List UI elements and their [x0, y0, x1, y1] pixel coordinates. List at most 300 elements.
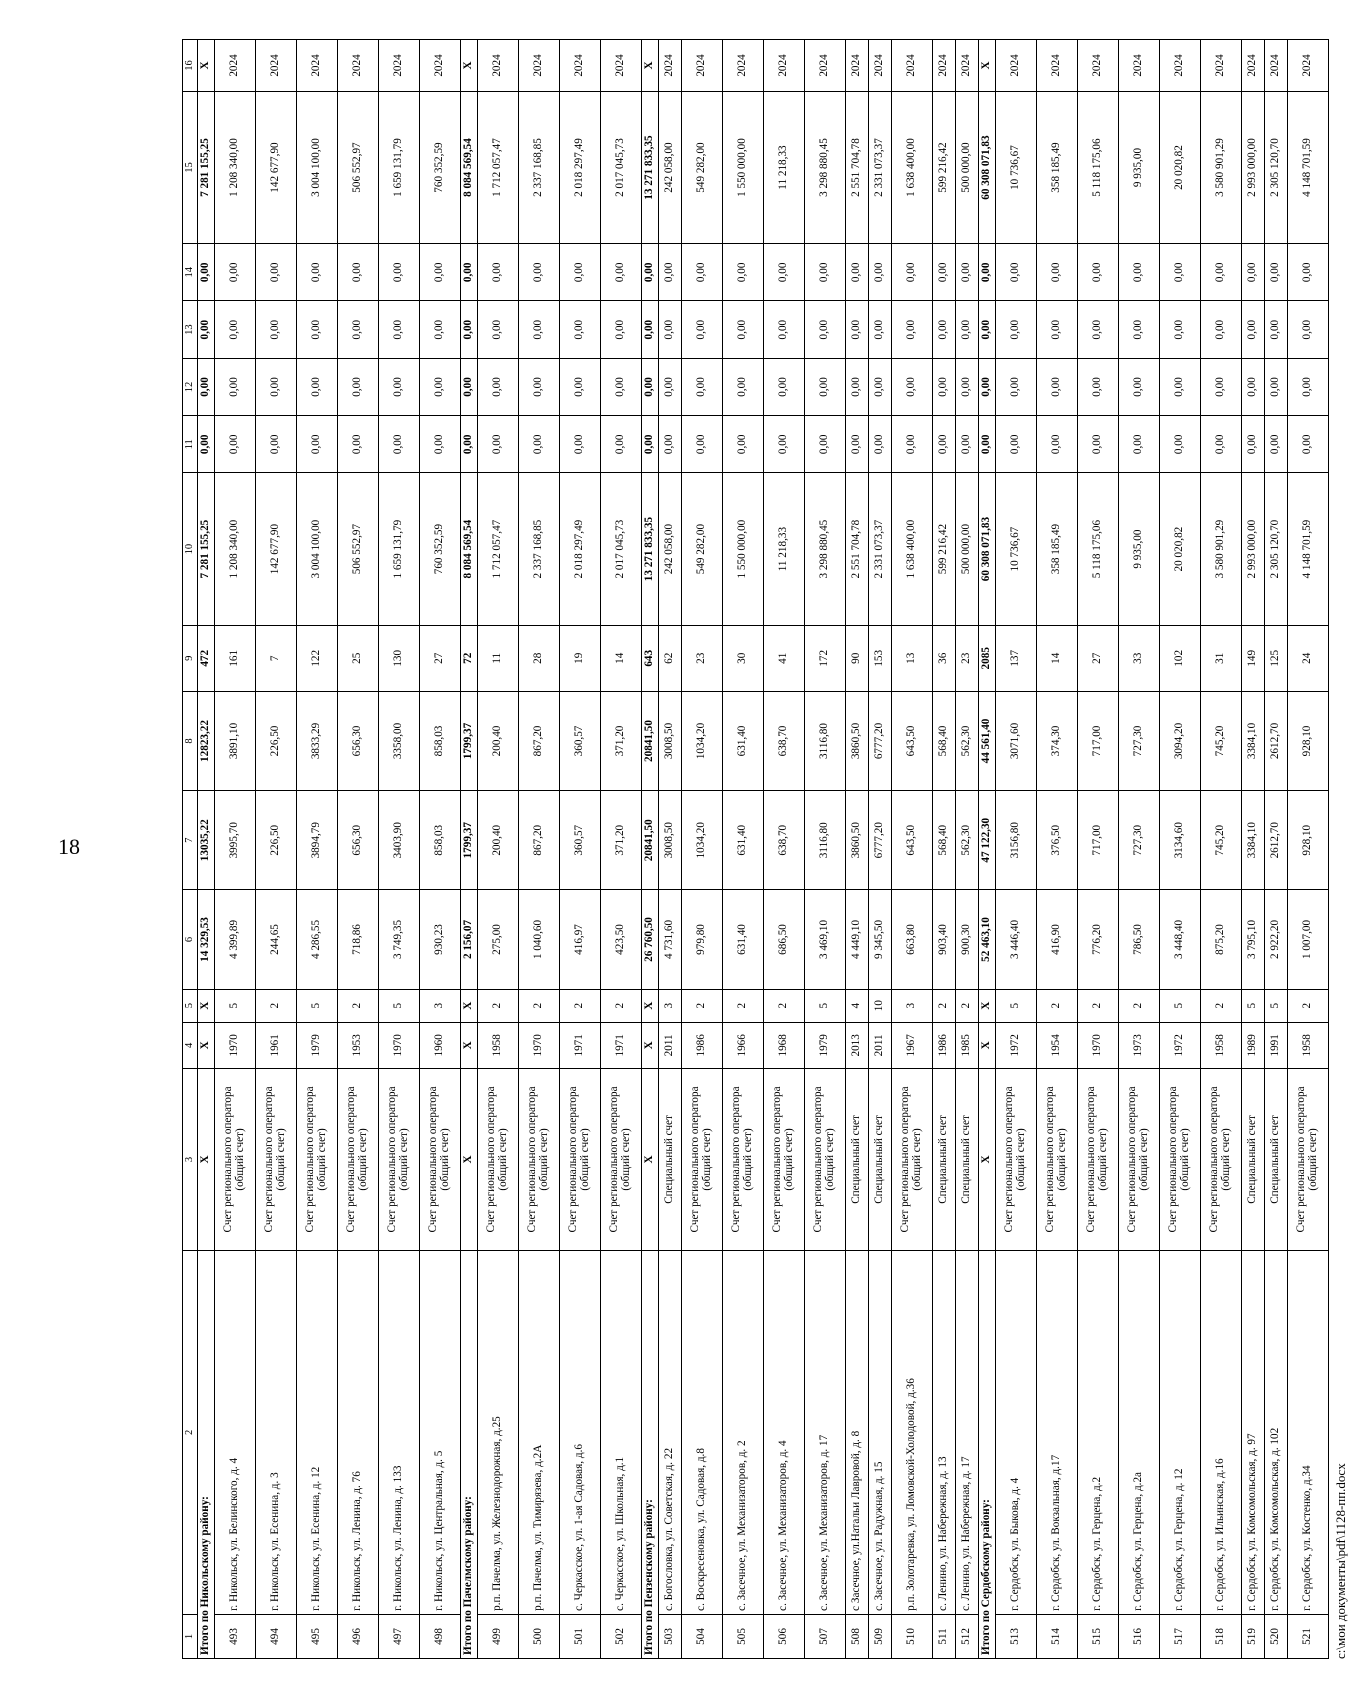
table-row [892, 40, 933, 1659]
table-cell: 638,70 [764, 691, 805, 790]
table-cell: 242 058,00 [659, 91, 682, 243]
table-cell: X [198, 989, 215, 1022]
table-cell: 717,00 [1078, 691, 1119, 790]
table-cell: 858,03 [420, 791, 461, 890]
table-cell: 2013 [846, 1022, 869, 1068]
table-cell: 3 [659, 989, 682, 1022]
table-cell: 9 935,00 [1119, 91, 1160, 243]
table-cell: 0,00 [338, 244, 379, 301]
table-cell: X [198, 40, 215, 92]
table-cell: 1989 [1242, 1022, 1265, 1068]
table-cell: 2 551 704,78 [846, 473, 869, 625]
account-type-cell: Счет регионального оператора (общий счет) [601, 1068, 642, 1250]
table-cell: 494 [256, 1614, 297, 1658]
table-cell: 0,00 [461, 358, 478, 415]
table-row [846, 40, 869, 1659]
table-row [933, 40, 956, 1659]
account-type-cell: Счет регионального оператора (общий счет) [297, 1068, 338, 1250]
table-cell: 2024 [892, 40, 933, 92]
total-label-cell: Итого по Пачелмскому району: [461, 1250, 478, 1658]
table-cell: 36 [933, 625, 956, 691]
table-cell: 1 638 400,00 [892, 91, 933, 243]
table-cell: 1970 [379, 1022, 420, 1068]
table-cell: 1979 [805, 1022, 846, 1068]
table-cell: 2011 [869, 1022, 892, 1068]
account-type-cell: Специальный счет [846, 1068, 869, 1250]
table-cell: 0,00 [659, 358, 682, 415]
table-cell: 506 552,97 [338, 473, 379, 625]
address-cell: г. Сердобск, ул. Быкова, д. 4 [996, 1250, 1037, 1614]
account-type-cell: Специальный счет [956, 1068, 979, 1250]
table-cell: 4 148 701,59 [1288, 91, 1329, 243]
table-cell: 0,00 [215, 416, 256, 473]
table-cell: 5 [379, 989, 420, 1022]
register-table [182, 39, 1329, 1659]
table-cell: 2 [1201, 989, 1242, 1022]
table-cell: 2 [601, 989, 642, 1022]
table-cell: 2024 [1265, 40, 1288, 92]
table-cell: 2 [478, 989, 519, 1022]
table-cell: 0,00 [338, 301, 379, 358]
table-row [1037, 40, 1078, 1659]
table-cell: 24 [1288, 625, 1329, 691]
table-cell: 1 712 057,47 [478, 473, 519, 625]
table-cell: 1986 [933, 1022, 956, 1068]
table-cell: 631,40 [723, 691, 764, 790]
district-total-row [461, 40, 478, 1659]
table-cell: 3384,10 [1242, 791, 1265, 890]
table-cell: 0,00 [642, 244, 659, 301]
table-cell: 514 [1037, 1614, 1078, 1658]
table-cell: 153 [869, 625, 892, 691]
table-cell: 867,20 [519, 791, 560, 890]
table-cell: 500 000,00 [956, 91, 979, 243]
table-cell: 1970 [1078, 1022, 1119, 1068]
table-cell: 423,50 [601, 890, 642, 989]
table-cell: 0,00 [892, 358, 933, 415]
district-total-row [979, 40, 996, 1659]
table-cell: 14 [601, 625, 642, 691]
table-cell: 60 308 071,83 [979, 91, 996, 243]
table-cell: 2612,70 [1265, 791, 1288, 890]
column-number-cell: 15 [183, 91, 198, 243]
address-cell: г. Сердобск, ул. Герцена, д. 12 [1160, 1250, 1201, 1614]
table-cell: 0,00 [979, 358, 996, 415]
table-cell: 0,00 [1160, 416, 1201, 473]
table-cell: 0,00 [659, 244, 682, 301]
table-cell: 10 736,67 [996, 473, 1037, 625]
table-cell: 2 337 168,85 [519, 473, 560, 625]
table-cell: 2 993 000,00 [1242, 91, 1265, 243]
table-row [805, 40, 846, 1659]
table-cell: 0,00 [933, 358, 956, 415]
table-cell: 745,20 [1201, 791, 1242, 890]
table-cell: 500 [519, 1614, 560, 1658]
table-cell: 2 922,20 [1265, 890, 1288, 989]
table-cell: 0,00 [1201, 301, 1242, 358]
table-row [519, 40, 560, 1659]
table-cell: 2024 [1201, 40, 1242, 92]
table-cell: 517 [1160, 1614, 1201, 1658]
table-row [478, 40, 519, 1659]
table-cell: 0,00 [461, 244, 478, 301]
table-cell: 500 000,00 [956, 473, 979, 625]
table-row [420, 40, 461, 1659]
table-cell: 498 [420, 1614, 461, 1658]
column-number-cell: 2 [183, 1250, 198, 1614]
table-cell: 1991 [1265, 1022, 1288, 1068]
table-cell: 599 216,42 [933, 473, 956, 625]
table-body [183, 40, 1329, 1659]
table-cell: 4 286,55 [297, 890, 338, 989]
account-type-cell: Счет регионального оператора (общий счет) [215, 1068, 256, 1250]
table-cell: 2024 [215, 40, 256, 92]
table-cell: 2024 [682, 40, 723, 92]
table-cell: 0,00 [1288, 244, 1329, 301]
table-cell: 0,00 [198, 358, 215, 415]
table-cell: 3 795,10 [1242, 890, 1265, 989]
table-cell: 663,80 [892, 890, 933, 989]
address-cell: г. Сердобск, ул. Герцена, д.2 [1078, 1250, 1119, 1614]
table-cell: X [979, 1022, 996, 1068]
table-cell: 2024 [560, 40, 601, 92]
table-cell: 513 [996, 1614, 1037, 1658]
table-cell: 122 [297, 625, 338, 691]
table-cell: 9 935,00 [1119, 473, 1160, 625]
table-cell: 0,00 [1265, 244, 1288, 301]
table-cell: 1972 [1160, 1022, 1201, 1068]
table-cell: 3116,80 [805, 691, 846, 790]
table-cell: 745,20 [1201, 691, 1242, 790]
table-cell: 0,00 [1160, 244, 1201, 301]
table-cell: 3 580 901,29 [1201, 473, 1242, 625]
table-cell: 0,00 [1119, 244, 1160, 301]
account-type-cell: Счет регионального оператора (общий счет) [420, 1068, 461, 1250]
table-cell: 2 018 297,49 [560, 473, 601, 625]
account-type-cell: Счет регионального оператора (общий счет) [1288, 1068, 1329, 1250]
table-cell: 2024 [519, 40, 560, 92]
table-cell: 0,00 [956, 358, 979, 415]
table-cell: 503 [659, 1614, 682, 1658]
column-number-cell: 4 [183, 1022, 198, 1068]
table-cell: 1986 [682, 1022, 723, 1068]
table-cell: 686,50 [764, 890, 805, 989]
table-cell: 0,00 [659, 416, 682, 473]
table-row [1078, 40, 1119, 1659]
table-cell: 3860,50 [846, 691, 869, 790]
table-cell: 504 [682, 1614, 723, 1658]
table-cell: 371,20 [601, 691, 642, 790]
table-cell: 0,00 [682, 358, 723, 415]
table-cell: 14 329,53 [198, 890, 215, 989]
column-number-cell: 13 [183, 301, 198, 358]
account-type-cell: Счет регионального оператора (общий счет) [379, 1068, 420, 1250]
total-label-cell: Итого по Никольскому району: [198, 1250, 215, 1658]
account-type-cell: X [979, 1068, 996, 1250]
table-cell: 5 [215, 989, 256, 1022]
table-cell: 0,00 [642, 301, 659, 358]
table-cell: 0,00 [560, 301, 601, 358]
table-cell: 0,00 [379, 416, 420, 473]
table-cell: 518 [1201, 1614, 1242, 1658]
table-cell: 0,00 [892, 301, 933, 358]
table-cell: 631,40 [723, 890, 764, 989]
table-cell: 0,00 [601, 416, 642, 473]
table-cell: 928,10 [1288, 691, 1329, 790]
table-cell: 1 659 131,79 [379, 91, 420, 243]
address-cell: с. Засечное, ул. Радужная, д. 15 [869, 1250, 892, 1614]
table-cell: 358 185,49 [1037, 473, 1078, 625]
table-cell: 510 [892, 1614, 933, 1658]
table-cell: 0,00 [379, 358, 420, 415]
table-cell: 0,00 [256, 416, 297, 473]
table-cell: 507 [805, 1614, 846, 1658]
address-cell: с. Черкасское, ул. 1-ая Садовая, д.6 [560, 1250, 601, 1614]
rotated-page-content [182, 39, 1348, 1659]
table-cell: 2 017 045,73 [601, 91, 642, 243]
table-cell: 0,00 [956, 301, 979, 358]
table-cell: 568,40 [933, 691, 956, 790]
table-cell: 23 [956, 625, 979, 691]
table-cell: 1954 [1037, 1022, 1078, 1068]
table-cell: 2 [956, 989, 979, 1022]
table-cell: 0,00 [1242, 301, 1265, 358]
table-cell: 90 [846, 625, 869, 691]
table-cell: 20 020,82 [1160, 473, 1201, 625]
account-type-cell: X [642, 1068, 659, 1250]
table-cell: 33 [1119, 625, 1160, 691]
table-cell: 376,50 [1037, 791, 1078, 890]
table-cell: 102 [1160, 625, 1201, 691]
table-cell: 643 [642, 625, 659, 691]
district-total-row [642, 40, 659, 1659]
table-cell: 511 [933, 1614, 956, 1658]
table-cell: 0,00 [846, 301, 869, 358]
table-cell: 2 993 000,00 [1242, 473, 1265, 625]
table-cell: 0,00 [256, 244, 297, 301]
table-cell: 521 [1288, 1614, 1329, 1658]
table-cell: 3358,00 [379, 691, 420, 790]
table-cell: 28 [519, 625, 560, 691]
table-cell: 786,50 [1119, 890, 1160, 989]
table-row [869, 40, 892, 1659]
table-cell: 4 [846, 989, 869, 1022]
table-cell: 2024 [723, 40, 764, 92]
table-cell: 0,00 [1037, 301, 1078, 358]
account-type-cell: Специальный счет [933, 1068, 956, 1250]
table-cell: 0,00 [560, 358, 601, 415]
table-cell: 60 308 071,83 [979, 473, 996, 625]
table-cell: 0,00 [892, 244, 933, 301]
table-row [560, 40, 601, 1659]
table-cell: 2 331 073,37 [869, 473, 892, 625]
table-cell: 0,00 [933, 416, 956, 473]
table-row [1242, 40, 1265, 1659]
address-cell: с. Ленино, ул. Набережная, д. 17 [956, 1250, 979, 1614]
table-cell: 5 [297, 989, 338, 1022]
table-cell: 0,00 [560, 244, 601, 301]
table-cell: 0,00 [601, 358, 642, 415]
table-cell: 1 638 400,00 [892, 473, 933, 625]
table-cell: 0,00 [1288, 416, 1329, 473]
table-cell: 515 [1078, 1614, 1119, 1658]
address-cell: г. Никольск, ул. Ленина, д. 133 [379, 1250, 420, 1614]
table-cell: 161 [215, 625, 256, 691]
table-cell: 2085 [979, 625, 996, 691]
table-cell: 1970 [519, 1022, 560, 1068]
address-cell: г. Сердобск, ул. Костенко, д.34 [1288, 1250, 1329, 1614]
table-cell: 0,00 [420, 301, 461, 358]
table-cell: 0,00 [1201, 244, 1242, 301]
table-cell: 1034,20 [682, 691, 723, 790]
table-cell: 656,30 [338, 791, 379, 890]
table-cell: 3071,60 [996, 691, 1037, 790]
table-cell: 0,00 [805, 416, 846, 473]
table-cell: X [642, 989, 659, 1022]
table-cell: 0,00 [379, 244, 420, 301]
table-cell: 0,00 [723, 416, 764, 473]
table-cell: 26 760,50 [642, 890, 659, 989]
table-cell: 3894,79 [297, 791, 338, 890]
account-type-cell: Счет регионального оператора (общий счет) [682, 1068, 723, 1250]
table-cell: 858,03 [420, 691, 461, 790]
table-cell: 0,00 [846, 416, 869, 473]
table-cell: 3891,10 [215, 691, 256, 790]
table-cell: 0,00 [478, 244, 519, 301]
table-cell: 0,00 [764, 301, 805, 358]
account-type-cell: Счет регионального оператора (общий счет) [1119, 1068, 1160, 1250]
table-cell: 903,40 [933, 890, 956, 989]
account-type-cell: Специальный счет [1242, 1068, 1265, 1250]
table-cell: X [461, 40, 478, 92]
table-cell: 5 118 175,06 [1078, 473, 1119, 625]
column-number-cell: 12 [183, 358, 198, 415]
table-cell: 11 [478, 625, 519, 691]
table-cell: 2024 [601, 40, 642, 92]
column-number-cell: 3 [183, 1068, 198, 1250]
address-cell: р.п. Пачелма, ул. Железнодорожная, д.25 [478, 1250, 519, 1614]
table-cell: 3384,10 [1242, 691, 1265, 790]
table-cell: 125 [1265, 625, 1288, 691]
table-cell: 0,00 [996, 301, 1037, 358]
table-cell: 10 [869, 989, 892, 1022]
table-cell: 0,00 [642, 416, 659, 473]
table-cell: 727,30 [1119, 791, 1160, 890]
table-cell: 509 [869, 1614, 892, 1658]
column-number-cell: 1 [183, 1614, 198, 1658]
table-cell: X [461, 989, 478, 1022]
table-cell: 142 677,90 [256, 91, 297, 243]
table-cell: 0,00 [461, 416, 478, 473]
table-cell: 2 [560, 989, 601, 1022]
table-cell: 717,00 [1078, 791, 1119, 890]
table-cell: 472 [198, 625, 215, 691]
table-cell: 1967 [892, 1022, 933, 1068]
account-type-cell: X [198, 1068, 215, 1250]
table-row [1160, 40, 1201, 1659]
table-cell: 0,00 [519, 358, 560, 415]
table-cell: 2024 [1242, 40, 1265, 92]
table-cell: 562,30 [956, 791, 979, 890]
table-cell: 0,00 [1242, 416, 1265, 473]
table-cell: 3 446,40 [996, 890, 1037, 989]
table-cell: 512 [956, 1614, 979, 1658]
table-cell: 867,20 [519, 691, 560, 790]
table-cell: 0,00 [379, 301, 420, 358]
table-cell: 371,20 [601, 791, 642, 890]
table-cell: 13035,22 [198, 791, 215, 890]
address-cell: г. Сердобск, ул. Комсомольская, д. 102 [1265, 1250, 1288, 1614]
table-cell: 2024 [1037, 40, 1078, 92]
table-cell: 900,30 [956, 890, 979, 989]
table-cell: 727,30 [1119, 691, 1160, 790]
table-cell: 3 580 901,29 [1201, 91, 1242, 243]
account-type-cell: Специальный счет [1265, 1068, 1288, 1250]
address-cell: с. Засечное, ул. Механизаторов, д. 2 [723, 1250, 764, 1614]
table-cell: 0,00 [996, 358, 1037, 415]
table-cell: 0,00 [1037, 244, 1078, 301]
table-cell: 226,50 [256, 791, 297, 890]
table-cell: 200,40 [478, 691, 519, 790]
table-cell: 11 218,33 [764, 91, 805, 243]
table-cell: 9 345,50 [869, 890, 892, 989]
address-cell: г. Никольск, ул. Ленина, д. 76 [338, 1250, 379, 1614]
table-cell: 0,00 [420, 358, 461, 415]
table-cell: 0,00 [420, 244, 461, 301]
table-cell: 3094,20 [1160, 691, 1201, 790]
table-cell: 62 [659, 625, 682, 691]
table-row [379, 40, 420, 1659]
address-cell: г. Никольск, ул. Есенина, д. 12 [297, 1250, 338, 1614]
table-cell: 1 550 000,00 [723, 91, 764, 243]
table-cell: 0,00 [869, 358, 892, 415]
table-cell: 0,00 [601, 301, 642, 358]
table-cell: 0,00 [256, 358, 297, 415]
table-cell: 0,00 [979, 301, 996, 358]
table-cell: 11 218,33 [764, 473, 805, 625]
table-cell: 2 [256, 989, 297, 1022]
table-cell: 0,00 [642, 358, 659, 415]
table-cell: 0,00 [869, 244, 892, 301]
table-cell: 631,40 [723, 791, 764, 890]
table-cell: 1958 [478, 1022, 519, 1068]
table-row [764, 40, 805, 1659]
table-cell: 72 [461, 625, 478, 691]
table-cell: 0,00 [682, 301, 723, 358]
table-cell: 27 [420, 625, 461, 691]
table-cell: 4 449,10 [846, 890, 869, 989]
column-number-row [183, 40, 198, 1659]
table-cell: 2024 [338, 40, 379, 92]
account-type-cell: Счет регионального оператора (общий счет) [805, 1068, 846, 1250]
table-cell: 1034,20 [682, 791, 723, 890]
address-cell: р.п. Пачелма, ул. Тимирязева, д.2А [519, 1250, 560, 1614]
table-cell: 0,00 [297, 301, 338, 358]
table-cell: 0,00 [1078, 244, 1119, 301]
table-cell: 0,00 [979, 244, 996, 301]
table-cell: 2024 [764, 40, 805, 92]
address-cell: с. Засечное, ул. Механизаторов, д. 4 [764, 1250, 805, 1614]
table-cell: 760 352,59 [420, 473, 461, 625]
table-cell: X [642, 1022, 659, 1068]
table-row [1119, 40, 1160, 1659]
table-cell: 3134,60 [1160, 791, 1201, 890]
total-label-cell: Итого по Пензенскому району: [642, 1250, 659, 1658]
table-cell: 13 271 833,35 [642, 473, 659, 625]
table-cell: 2 331 073,37 [869, 91, 892, 243]
table-cell: 2612,70 [1265, 691, 1288, 790]
total-label-cell: Итого по Сердобскому району: [979, 1250, 996, 1658]
